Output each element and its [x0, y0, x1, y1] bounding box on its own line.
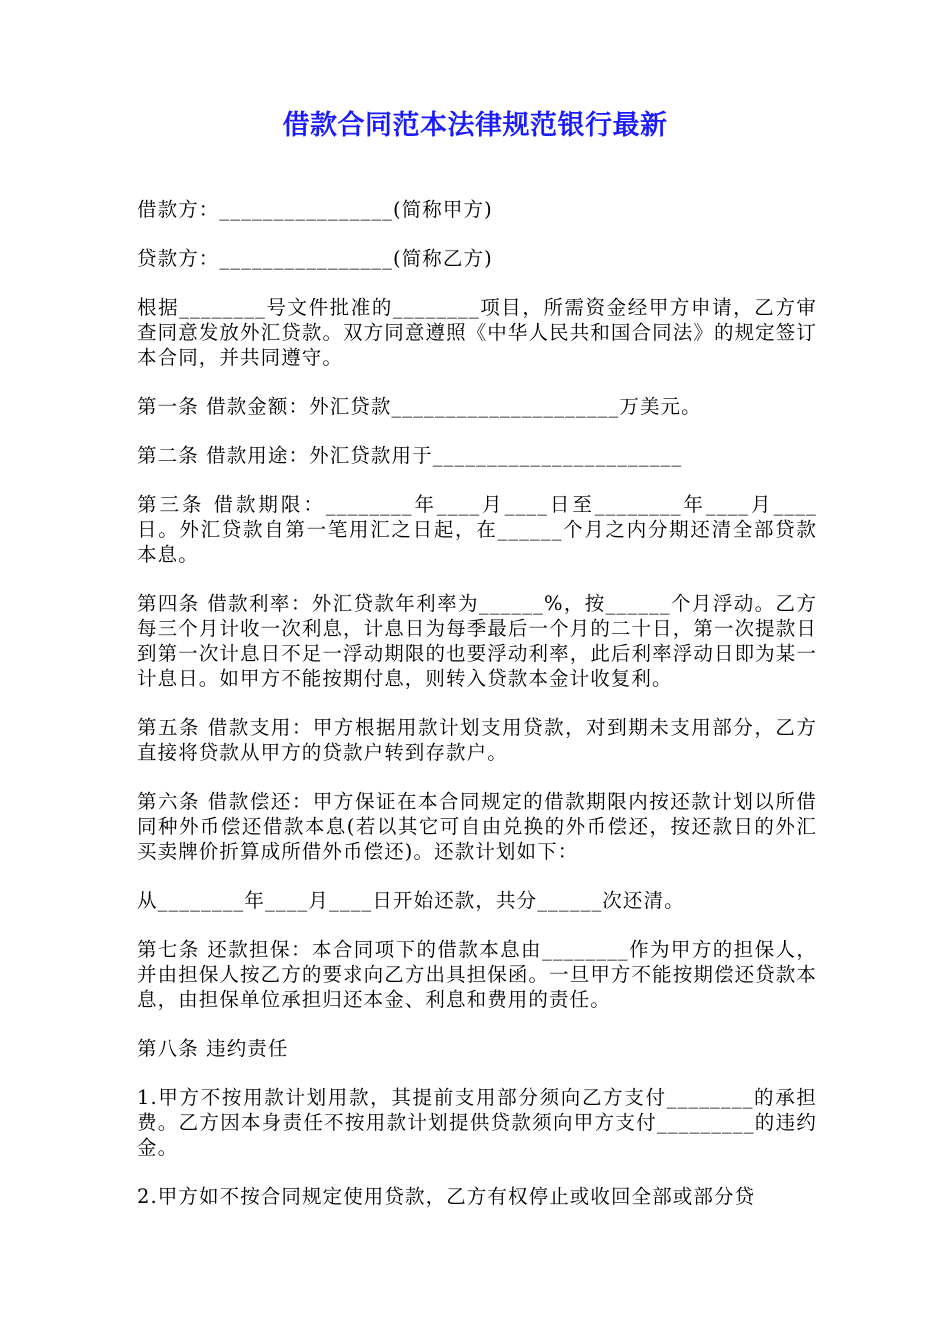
paragraph-article-3: 第三条 借款期限：________年____月____日至________年____月____日。外汇贷款自第一笔用汇之日起，在______个月之内分期还清全部贷款本息。 [137, 493, 817, 566]
document-title: 借款合同范本法律规范银行最新 [282, 110, 668, 141]
paragraph-preamble: 根据________号文件批准的________项目，所需资金经甲方申请，乙方审查同意发放外汇贷款。双方同意遵照《中华人民共和国合同法》的规定签订本合同，并共同遵守。 [137, 296, 817, 369]
paragraph-repayment-plan: 从________年____月____日开始还款，共分______次还清。 [137, 889, 685, 912]
document-body [137, 197, 817, 1233]
paragraph-article-8-item-2: 2.甲方如不按合同规定使用贷款，乙方有权停止或收回全部或部分贷 [137, 1185, 756, 1208]
paragraph-article-8: 第八条 违约责任 [137, 1037, 289, 1060]
paragraph-article-6: 第六条 借款偿还：甲方保证在本合同规定的借款期限内按还款计划以所借同种外币偿还借款本息(若以其它可自由兑换的外币偿还，按还款日的外汇买卖牌价折算成所借外币偿还)。还款计划如下： [137, 790, 817, 863]
paragraph-article-5: 第五条 借款支用：甲方根据用款计划支用贷款，对到期未支用部分，乙方直接将贷款从甲方的贷款户转到存款户。 [137, 716, 817, 764]
paragraph-lender: 贷款方：________________(简称乙方) [137, 247, 493, 270]
paragraph-article-2: 第二条 借款用途：外汇贷款用于_______________________ [137, 444, 683, 467]
paragraph-article-1: 第一条 借款金额：外汇贷款_____________________万美元。 [137, 395, 702, 418]
paragraph-article-8-item-1: 1.甲方不按用款计划用款，其提前支用部分须向乙方支付________的承担费。乙方因本身责任不按用款计划提供贷款须向甲方支付_________的违约金。 [137, 1086, 817, 1159]
paragraph-borrower: 借款方：________________(简称甲方) [137, 198, 493, 221]
paragraph-article-7: 第七条 还款担保：本合同项下的借款本息由________作为甲方的担保人，并由担保人按乙方的要求向乙方出具担保函。一旦甲方不能按期偿还贷款本息，由担保单位承担归还本金、利息和费用的责任。 [137, 938, 817, 1011]
paragraph-article-4: 第四条 借款利率：外汇贷款年利率为______%，按______个月浮动。乙方每三个月计收一次利息，计息日为每季最后一个月的二十日，第一次提款日到第一次计息日不足一浮动期限的也要浮动利率，此后利率浮动日即为某一计息日。如甲方不能按期付息，则转入贷款本金计收复利。 [137, 592, 817, 690]
